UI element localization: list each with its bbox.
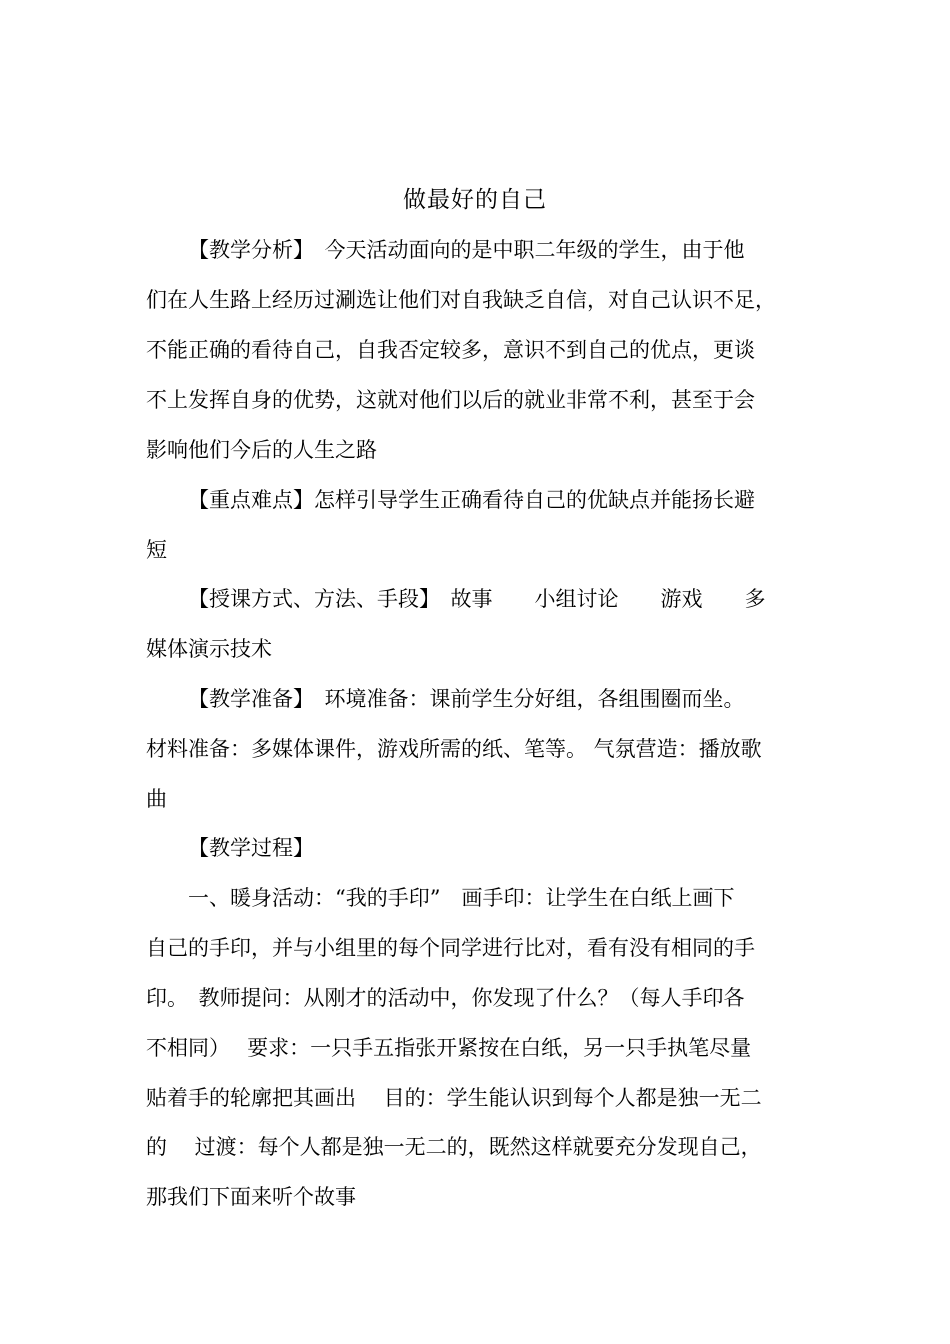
paragraph-teaching-analysis-line-4: 不上发挥自身的优势，这就对他们以后的就业非常不利，甚至于会 — [146, 388, 755, 412]
paragraph-teaching-analysis-line-1: 【教学分析】 今天活动面向的是中职二年级的学生，由于他 — [188, 238, 745, 262]
paragraph-warmup-line-4: 不相同） 要求：一只手五指张开紧按在白纸，另一只手执笔尽量 — [146, 1036, 752, 1060]
section-heading-teaching-process: 【教学过程】 — [188, 836, 314, 860]
paragraph-teaching-methods-line-2: 媒体演示技术 — [146, 637, 272, 661]
paragraph-teaching-analysis-line-3: 不能正确的看待自己，自我否定较多，意识不到自己的优点，更谈 — [146, 338, 755, 362]
paragraph-teaching-methods-line-1: 【授课方式、方法、手段】 故事 小组讨论 游戏 多 — [188, 587, 766, 611]
paragraph-warmup-line-6: 的 过渡：每个人都是独一无二的，既然这样就要充分发现自己， — [146, 1135, 762, 1159]
paragraph-key-points-line-2: 短 — [146, 538, 167, 562]
paragraph-preparation-line-3: 曲 — [146, 787, 167, 811]
paragraph-teaching-analysis-line-5: 影响他们今后的人生之路 — [146, 438, 377, 462]
paragraph-warmup-line-3: 印。 教师提问：从刚才的活动中，你发现了什么？（每人手印各 — [146, 986, 745, 1010]
paragraph-warmup-line-2: 自己的手印，并与小组里的每个同学进行比对，看有没有相同的手 — [146, 936, 755, 960]
paragraph-warmup-line-7: 那我们下面来听个故事 — [146, 1185, 356, 1209]
document-title: 做最好的自己 — [403, 187, 547, 213]
paragraph-key-points-line-1: 【重点难点】怎样引导学生正确看待自己的优缺点并能扬长避 — [188, 488, 755, 512]
paragraph-teaching-analysis-line-2: 们在人生路上经历过涮选让他们对自我缺乏自信，对自己认识不足， — [146, 288, 776, 312]
paragraph-preparation-line-1: 【教学准备】 环境准备：课前学生分好组，各组围圈而坐。 — [188, 687, 745, 711]
paragraph-warmup-line-5: 贴着手的轮廓把其画出 目的：学生能认识到每个人都是独一无二 — [146, 1086, 762, 1110]
paragraph-warmup-line-1: 一、暖身活动：“我的手印” 画手印：让学生在白纸上画下 — [188, 886, 735, 910]
paragraph-preparation-line-2: 材料准备：多媒体课件，游戏所需的纸、笔等。 气氛营造：播放歌 — [146, 737, 762, 761]
